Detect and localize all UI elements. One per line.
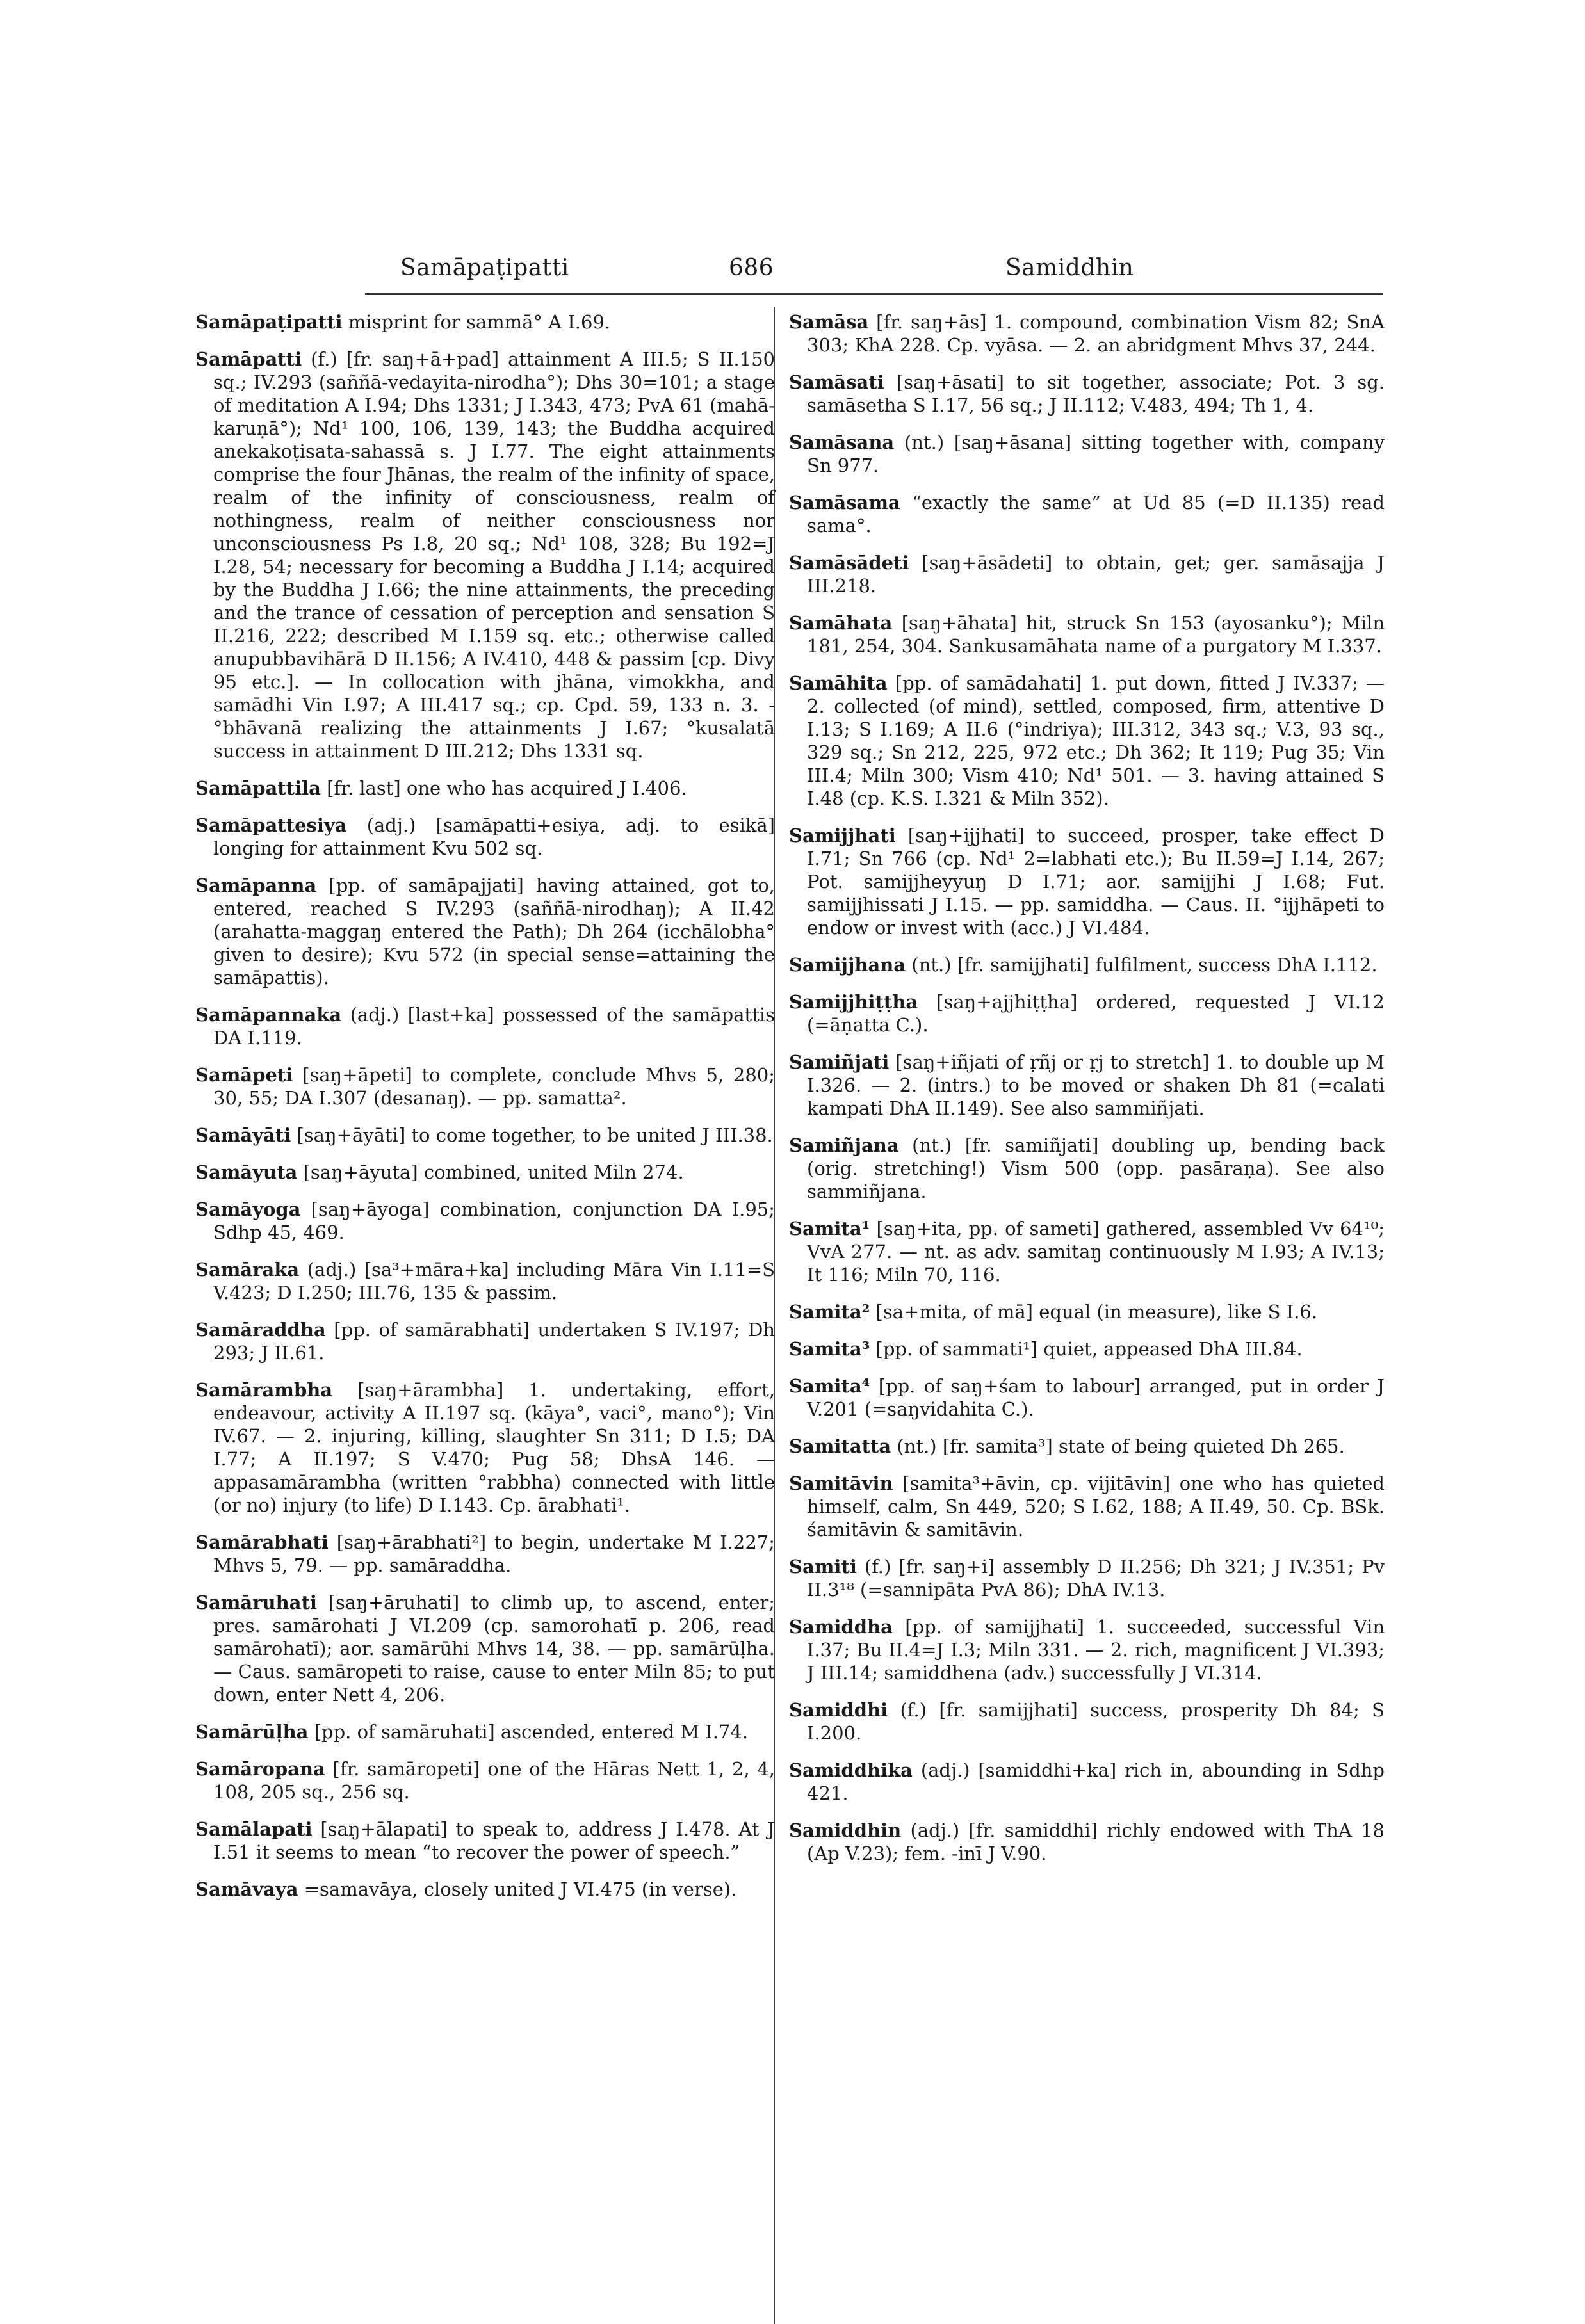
dictionary-entry [195,874,775,989]
dictionary-entry [195,1591,775,1706]
entry-headword: Samāyāti [195,1124,291,1146]
dictionary-entry [789,1217,1385,1286]
entry-headword: Samiti [789,1556,857,1578]
dictionary-entry [789,371,1385,417]
entry-text: [pp. of samijjhati] 1. succeeded, successful Vin I.37; Bu II.4=J I.3; Miln 331. — 2. rich, magnificent J VI.393; J III.14; samiddhena (adv.) successfully J VI.314. [807,1616,1385,1684]
entry-headword: Samita¹ [789,1218,870,1239]
entry-headword: Samārūḷha [195,1721,309,1743]
entry-headword: Samiddhin [789,1820,902,1841]
entry-text: (adj.) [fr. samiddhi] richly endowed with ThA 18 (Ap V.23); fem. -inī J V.90. [807,1820,1385,1864]
entry-text: [saŋ+ijjhati] to succeed, prosper, take effect D I.71; Sn 766 (cp. Nd¹ 2=labhati etc.); Bu II.59=J I.14, 267; Pot. samijjheyyuŋ D I.71; aor. samijjhi J I.68; Fut. samijjhissati J I.15. — pp. samiddha. — Caus. II. °ijjhāpeti to endow or invest with (acc.) J VI.484. [807,825,1385,939]
entry-text: [pp. of samāruhati] ascended, entered M I.74. [314,1721,749,1743]
entry-headword: Samijjhana [789,954,906,976]
entry-headword: Samiddhika [789,1759,913,1781]
dictionary-entry [195,777,775,800]
entry-headword: Samālapati [195,1818,313,1840]
dictionary-entry [195,1258,775,1304]
entry-text: [saŋ+āsati] to sit together, associate; Pot. 3 sg. samāsetha S I.17, 56 sq.; J II.112; V.483, 494; Th 1, 4. [807,371,1385,416]
entry-headword: Samāyuta [195,1161,298,1183]
entry-headword: Samijjhiṭṭha [789,991,918,1013]
dictionary-entry [195,311,775,334]
dictionary-entry [195,1531,775,1577]
dictionary-entry [195,1818,775,1864]
entry-headword: Samārambha [195,1379,333,1401]
entry-text: (nt.) [fr. samijjhati] fulfilment, success DhA I.112. [911,954,1378,976]
entry-headword: Samāsati [789,371,884,393]
entry-headword: Samāpattila [195,777,321,799]
header-last-headword: Samiddhin [1005,255,1134,281]
entry-text: misprint for sammā° A I.69. [348,311,611,333]
entry-text: (nt.) [fr. samita³] state of being quieted Dh 265. [897,1435,1345,1457]
entry-headword: Samāsādeti [789,552,909,574]
entry-headword: Samāpattesiya [195,814,347,836]
entry-text: [fr. saŋ+ās] 1. compound, combination Vism 82; SnA 303; KhA 228. Cp. vyāsa. — 2. an abridgment Mhvs 37, 244. [807,311,1385,356]
entry-text: (adj.) [last+ka] possessed of the samāpattis DA I.119. [213,1004,776,1049]
dictionary-entry [195,814,775,860]
dictionary-entry [195,1720,775,1743]
entry-headword: Samāraddha [195,1319,326,1341]
entry-text: [fr. last] one who has acquired J I.406. [327,777,687,799]
entry-text: [saŋ+ālapati] to speak to, address J I.478. At J I.51 it seems to mean “to recover the power of speech.” [213,1818,775,1863]
dictionary-entry [789,1337,1385,1360]
dictionary-entry [195,348,775,763]
entry-headword: Samāpanna [195,875,317,896]
entry-headword: Samāsa [789,311,869,333]
entry-text: [saŋ+āyoga] combination, conjunction DA I.95; Sdhp 45, 469. [213,1198,776,1243]
entry-text: [saŋ+āsādeti] to obtain, get; ger. samāsajja J III.218. [807,552,1385,597]
dictionary-entry [789,611,1385,658]
entry-headword: Samāpannaka [195,1004,342,1026]
entry-headword: Samitatta [789,1435,891,1457]
entry-headword: Samāsana [789,432,895,453]
entry-text: (f.) [fr. saŋ+i] assembly D II.256; Dh 321; J IV.351; Pv II.3¹⁸ (=sannipāta PvA 86); DhA IV.13. [807,1556,1385,1601]
entry-headword: Samāpaṭipatti [195,311,343,333]
entry-text: “exactly the same” at Ud 85 (=D II.135) read sama°. [807,492,1385,537]
entry-headword: Samārabhati [195,1531,329,1553]
entry-headword: Samiñjati [789,1051,890,1073]
entry-text: [saŋ+āruhati] to climb up, to ascend, enter; pres. samārohati J VI.209 (cp. samorohatī p. 206, read samārohatī); aor. samārūhi Mhvs 14, 38. — pp. samārūḷha. — Caus. samāropeti to raise, cause to enter Miln 85; to put down, enter Nett 4, 206. [213,1592,775,1706]
entry-text: [fr. samāropeti] one of the Hāras Nett 1, 2, 4, 108, 205 sq., 256 sq. [213,1758,776,1803]
dictionary-entry [195,1757,775,1804]
entry-text: [saŋ+āpeti] to complete, conclude Mhvs 5, 280; 30, 55; DA I.307 (desanaŋ). — pp. samatta². [213,1064,776,1109]
entry-headword: Samāsama [789,492,900,513]
entry-text: [sa+mita, of mā] equal (in measure), like S I.6. [875,1301,1318,1323]
entry-text: [saŋ+iñjati of ṛñj or ṛj to stretch] 1. to double up M I.326. — 2. (intrs.) to be moved or shaken Dh 81 (=calati kampati DhA II.149). See also sammiñjati. [807,1051,1385,1119]
entry-text: [pp. of samārabhati] undertaken S IV.197; Dh 293; J II.61. [213,1319,776,1364]
header-first-headword: Samāpaṭipatti [400,255,569,281]
dictionary-entry [789,1555,1385,1601]
dictionary-entry [789,1051,1385,1120]
entry-headword: Samijjhati [789,825,896,846]
dictionary-entry [789,311,1385,357]
left-column [195,311,775,1915]
entry-headword: Samāpeti [195,1064,293,1086]
dictionary-entry [789,824,1385,939]
entry-text: [saŋ+ārambha] 1. undertaking, effort, endeavour, activity A II.197 sq. (kāya°, vaci°, mano°); Vin IV.67. — 2. injuring, killing, slaughter Sn 311; D I.5; DA I.77; A II.197; S V.470; Pug 58; DhsA 146. —appasamārambha (written °rabbha) connected with little (or no) injury (to life) D I.143. Cp. ārabhati¹. [213,1379,775,1516]
entry-headword: Samita³ [789,1338,870,1360]
dictionary-entry [195,1063,775,1110]
dictionary-entry [195,1318,775,1364]
entry-headword: Samiddhi [789,1699,888,1721]
dictionary-entry [789,990,1385,1037]
entry-headword: Samāyoga [195,1198,301,1220]
header-rule [365,293,1383,295]
entry-text: [saŋ+ajjhiṭṭha] ordered, requested J VI.12 (=āṇatta C.). [807,991,1385,1036]
entry-text: [pp. of saŋ+śam to labour] arranged, put in order J V.201 (=saŋvidahita C.). [807,1375,1385,1420]
dictionary-entry [789,1699,1385,1745]
entry-text: (adj.) [samiddhi+ka] rich in, abounding in Sdhp 421. [807,1759,1385,1804]
dictionary-entry [789,672,1385,810]
entry-headword: Samāpatti [195,348,302,370]
right-column [789,311,1385,1879]
entry-headword: Samiñjana [789,1134,899,1156]
entry-text: (adj.) [samāpatti+esiya, adj. to esikā] longing for attainment Kvu 502 sq. [213,814,775,859]
running-header [365,255,1383,293]
dictionary-entry [789,1615,1385,1684]
entry-text: [pp. of samāpajjati] having attained, got to, entered, reached S IV.293 (saññā-nirodhaŋ); A II.42 (arahatta-maggaŋ entered the Path); Dh 264 (icchālobha° given to desire); Kvu 572 (in special sense=attaining the samāpattis). [213,875,776,989]
entry-headword: Samāvaya [195,1878,298,1900]
entry-text: [saŋ+ārabhati²] to begin, undertake M I.227; Mhvs 5, 79. — pp. samāraddha. [213,1531,775,1576]
dictionary-entry [789,491,1385,537]
dictionary-entry [789,431,1385,477]
entry-headword: Samāruhati [195,1592,317,1613]
entry-headword: Samāhita [789,672,888,694]
entry-text: (adj.) [sa³+māra+ka] including Māra Vin I.11=S V.423; D I.250; III.76, 135 & passim. [213,1259,775,1303]
entry-text: [saŋ+āyuta] combined, united Miln 274. [303,1161,684,1183]
dictionary-entry [789,1472,1385,1541]
dictionary-entry [195,1378,775,1517]
entry-text: [saŋ+āyāti] to come together, to be united J III.38. [297,1124,773,1146]
entry-headword: Samāhata [789,612,893,634]
entry-text: (f.) [fr. saŋ+ā+pad] attainment A III.5; S II.150 sq.; IV.293 (saññā-vedayita-nirodha°); Dhs 30=101; a stage of meditation A I.94; Dhs 1331; J I.343, 473; PvA 61 (mahā-karuṇā°); Nd¹ 100, 106, 139, 143; the Buddha acquired anekakoṭisata-sahassā s. J I.77. The eight attainments comprise the four Jhānas, the realm of the infinity of space, realm of the infinity of consciousness, realm of nothingness, realm of neither consciousness nor unconsciousness Ps I.8, 20 sq.; Nd¹ 108, 328; Bu 192=J I.28, 54; necessary for becoming a Buddha J I.14; acquired by the Buddha J I.66; the nine attainments, the preceding and the trance of cessation of perception and sensation S II.216, 222; described M I.159 sq. etc.; otherwise called anupubbavihārā D II.156; A IV.410, 448 & passim [cp. Divy 95 etc.]. — In collocation with jhāna, vimokkha, and samādhi Vin I.97; A III.417 sq.; cp. Cpd. 59, 133 n. 3. -°bhāvanā realizing the attainments J I.67; °kusalatā success in attainment D III.212; Dhs 1331 sq. [213,348,776,762]
entry-text: [samita³+āvin, cp. vijitāvin] one who has quieted himself, calm, Sn 449, 520; S I.62, 188; A II.49, 50. Cp. BSk. śamitāvin & samitāvin. [807,1473,1385,1540]
dictionary-entry [789,551,1385,597]
dictionary-entry [789,1300,1385,1323]
dictionary-entry [195,1003,775,1049]
dictionary-entry [789,1134,1385,1203]
entry-headword: Samitāvin [789,1473,893,1494]
dictionary-entry [789,953,1385,976]
entry-headword: Samāraka [195,1259,300,1280]
dictionary-entry [195,1878,775,1901]
dictionary-entry [195,1124,775,1147]
entry-text: [pp. of sammati¹] quiet, appeased DhA III.84. [875,1338,1303,1360]
entry-text: [pp. of samādahati] 1. put down, fitted J IV.337; — 2. collected (of mind), settled, composed, firm, attentive D I.13; S I.169; A II.6 (°indriya); III.312, 343 sq.; V.3, 93 sq., 329 sq.; Sn 212, 225, 972 etc.; Dh 362; It 119; Pug 35; Vin III.4; Miln 300; Vism 410; Nd¹ 501. — 3. having attained S I.48 (cp. K.S. I.321 & Miln 352). [807,672,1385,809]
dictionary-entry [789,1375,1385,1421]
entry-headword: Samāropana [195,1758,325,1780]
entry-text: (f.) [fr. samijjhati] success, prosperity Dh 84; S I.200. [807,1699,1385,1744]
entry-text: =samavāya, closely united J VI.475 (in verse). [304,1878,737,1900]
entry-headword: Samiddha [789,1616,893,1638]
entry-text: [saŋ+ita, pp. of sameti] gathered, assembled Vv 64¹⁰; VvA 277. — nt. as adv. samitaŋ continuously M I.93; A IV.13; It 116; Miln 70, 116. [807,1218,1385,1286]
entry-text: (nt.) [saŋ+āsana] sitting together with, company Sn 977. [807,432,1385,476]
entry-text: [saŋ+āhata] hit, struck Sn 153 (ayosanku°); Miln 181, 254, 304. Sankusamāhata name of a purgatory M I.337. [807,612,1385,657]
dictionary-entry [195,1198,775,1244]
dictionary-entry [789,1819,1385,1865]
page-number: 686 [729,255,774,281]
entry-text: (nt.) [fr. samiñjati] doubling up, bending back (orig. stretching!) Vism 500 (opp. pasāraṇa). See also sammiñjana. [807,1134,1385,1202]
dictionary-entry [195,1161,775,1184]
dictionary-entry [789,1759,1385,1805]
entry-headword: Samita⁴ [789,1375,870,1397]
entry-headword: Samita² [789,1301,870,1323]
dictionary-entry [789,1435,1385,1458]
